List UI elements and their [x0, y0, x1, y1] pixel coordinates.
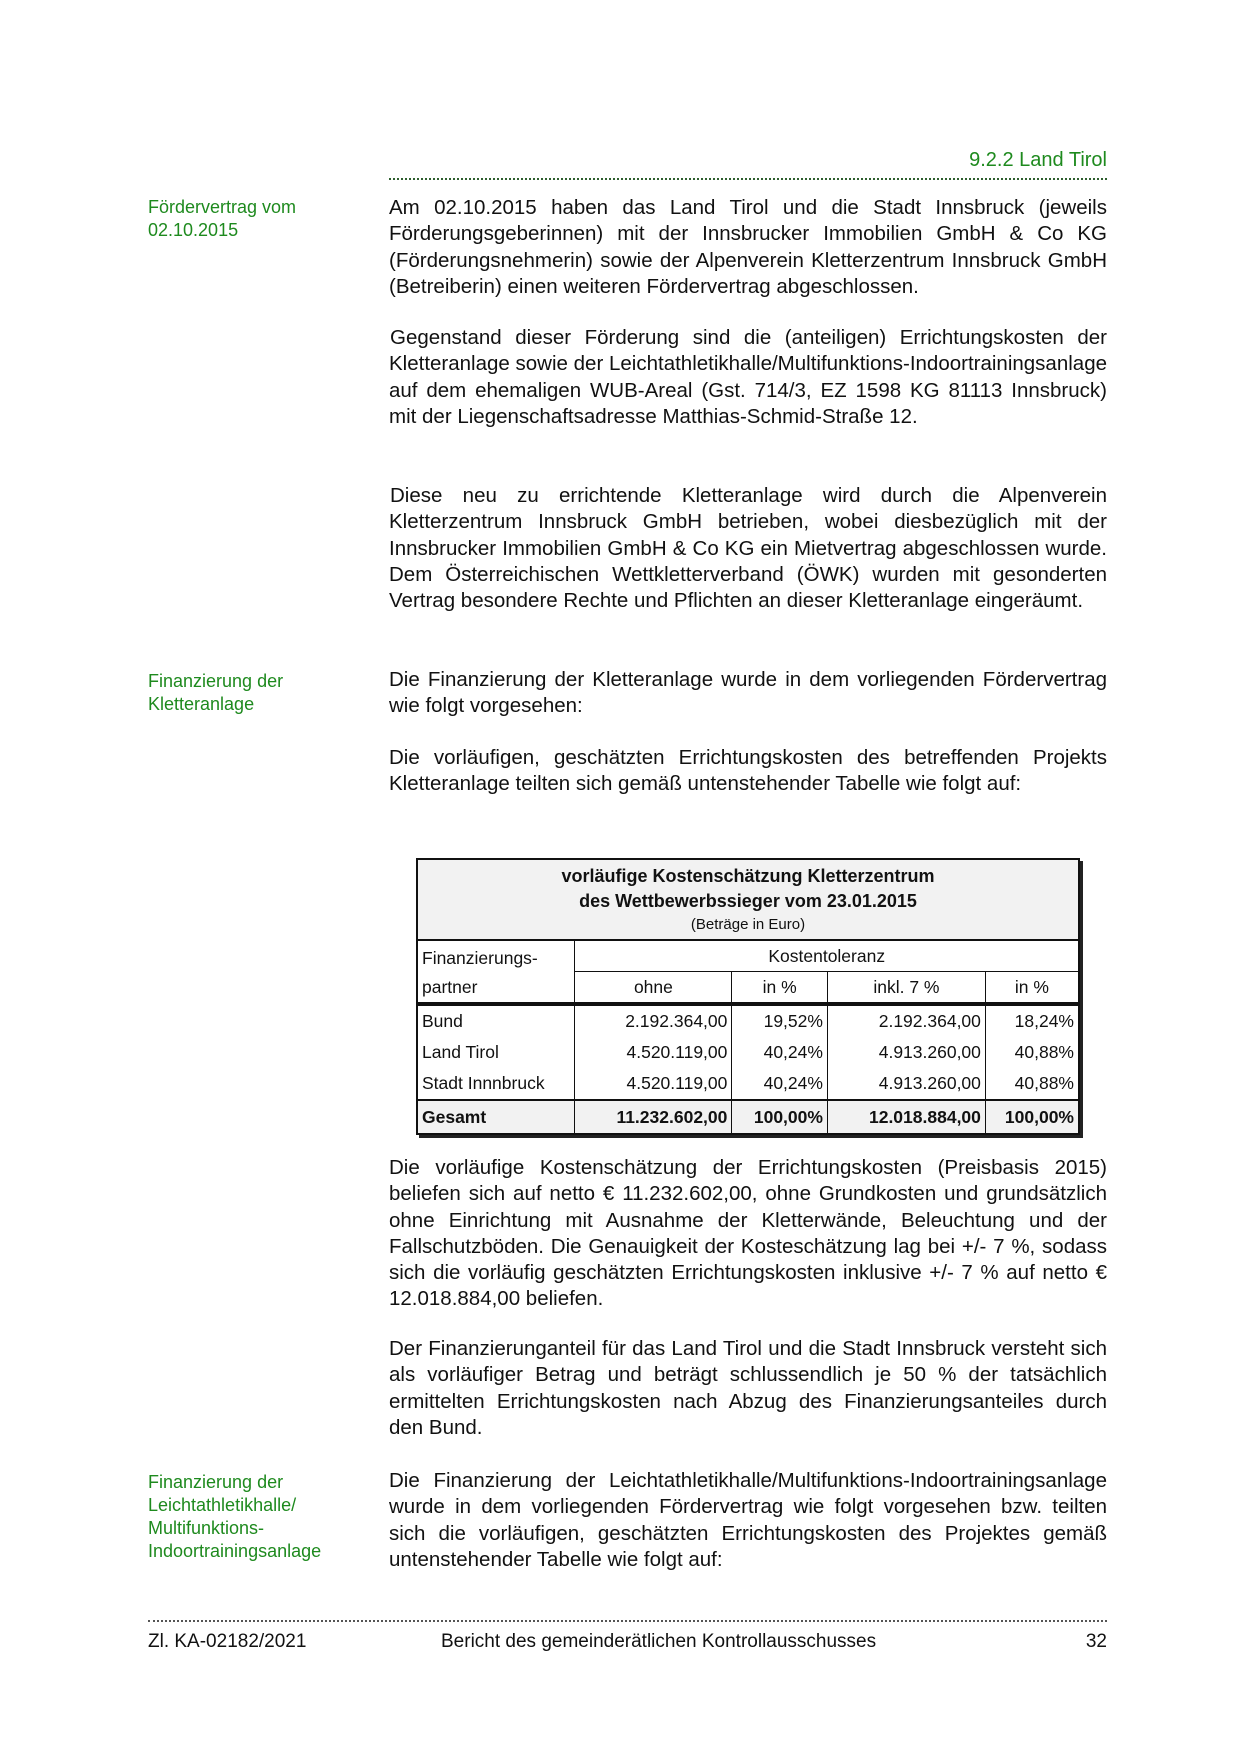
table-row: [417, 1068, 1079, 1100]
header-partner: [417, 940, 575, 1004]
paragraph-finanzierungsanteil: Der Finanzierunganteil für das Land Tirol und die Stadt Innsbruck versteht sich als vorläufiger Betrag und beträgt schlussendlich je 50 % der tatsächlich ermittelten Errichtungskosten nach Abzug des Finanzierungsanteiles durch den Bund.: [389, 1337, 1107, 1439]
cell-pct-inkl: 40,88%: [985, 1068, 1079, 1100]
footer-reference: Zl. KA-02182/2021: [148, 1631, 307, 1652]
header-partner-line2: partner: [422, 977, 478, 997]
margin-note-line: Indoortrainingsanlage: [148, 1541, 322, 1561]
margin-note-line: Fördervertrag vom: [148, 197, 297, 217]
paragraph-kostenschaetzung: Die vorläufige Kostenschätzung der Errichtungskosten (Preisbasis 2015) beliefen sich auf netto € 11.232.602,00, ohne Grundkosten und grundsätzlich ohne Einrichtung mit Ausnahme der Kletterwände, Beleuchtung und der Fallschutzböden. Die Genauigkeit der Kosteschätzung lag bei +/- 7 %, sodass sich die vorläufig geschätzten Errichtungskosten inklusive +/- 7 % auf netto € 12.018.884,00 beliefen.: [389, 1156, 1107, 1311]
margin-note-line: Finanzierung der: [148, 671, 284, 691]
margin-note-foerdervertrag: [148, 196, 358, 242]
cell-inkl: 4.913.260,00: [827, 1068, 985, 1100]
margin-note-line: Multifunktions-: [148, 1518, 265, 1538]
header-partner-line1: Finanzierungs-: [422, 948, 538, 968]
table-row: [417, 1004, 1079, 1037]
margin-note-finanzierung-leichtathletikhalle: [148, 1471, 358, 1563]
cell-ohne: 4.520.119,00: [575, 1068, 732, 1100]
paragraph-foerdervertrag: Am 02.10.2015 haben das Land Tirol und die Stadt Innsbruck (jeweils Förderungsgeberinnen) mit der Innsbrucker Immobilien GmbH & Co KG (Förderungsnehmerin) sowie der Alpenverein Kletterzentrum Innsbruck GmbH (Betreiberin) einen weiteren Fördervertrag abgeschlossen.: [389, 196, 1107, 298]
paragraph-errichtungskosten: Die vorläufigen, geschätzten Errichtungskosten des betreffenden Projekts Kletteranlage teilten sich gemäß untenstehender Tabelle wie folgt auf:: [389, 746, 1107, 796]
footer-title: Bericht des gemeinderätlichen Kontrollausschusses: [441, 1631, 877, 1652]
paragraph-betrieb: Diese neu zu errichtende Kletteranlage wird durch die Alpenverein Kletterzentrum Innsbruck GmbH betrieben, wobei diesbezüglich mit der Innsbrucker Immobilien GmbH & Co KG ein Mietvertrag abgeschlossen wurde. Dem Österreichischen Wettkletterverband (ÖWK) wurden mit gesonderten Vertrag besondere Rechte und Pflichten an dieser Kletteranlage eingeräumt.: [389, 484, 1107, 613]
margin-note-line: 02.10.2015: [148, 220, 239, 240]
header-ohne: ohne: [575, 972, 732, 1005]
cell-total-pct-ohne: 100,00%: [732, 1100, 828, 1134]
cell-inkl: 4.913.260,00: [827, 1037, 985, 1068]
cost-estimate-table: [416, 858, 1080, 1135]
page-number: 32: [1085, 1631, 1107, 1652]
cell-total-label: Gesamt: [417, 1100, 575, 1134]
cell-pct-ohne: 19,52%: [732, 1004, 828, 1037]
cell-pct-ohne: 40,24%: [732, 1068, 828, 1100]
table-title: [417, 859, 1079, 940]
margin-note-line: Finanzierung der: [148, 1472, 284, 1492]
cell-partner: Land Tirol: [422, 1042, 499, 1062]
table-row: [417, 1037, 1079, 1068]
table-subtitle: (Beträge in Euro): [690, 916, 806, 933]
footer-dotted-divider: [148, 1620, 1107, 1622]
paragraph-leichtathletikhalle: Die Finanzierung der Leichtathletikhalle/Multifunktions-Indoortrainingsanlage wurde in dem vorliegenden Fördervertrag wie folgt vorgesehen bzw. teilten sich die vorläufigen, geschätzten Errichtungskosten des Projektes gemäß untenstehender Tabelle wie folgt auf:: [389, 1469, 1107, 1571]
cell-total-inkl: 12.018.884,00: [827, 1100, 985, 1134]
margin-note-finanzierung-kletteranlage: [148, 670, 358, 716]
cell-partner: Bund: [422, 1011, 463, 1031]
paragraph-finanzierung-intro: Die Finanzierung der Kletteranlage wurde in dem vorliegenden Fördervertrag wie folgt vorgesehen:: [389, 668, 1107, 718]
margin-note-line: Leichtathletikhalle/: [148, 1495, 297, 1515]
cell-ohne: 2.192.364,00: [575, 1004, 732, 1037]
cell-partner: Stadt Innnbruck: [422, 1073, 545, 1093]
section-title: 9.2.2 Land Tirol: [969, 149, 1107, 171]
header-inkl: inkl. 7 %: [827, 972, 985, 1005]
table-total-row: [417, 1100, 1079, 1134]
cell-total-ohne: 11.232.602,00: [575, 1100, 732, 1134]
paragraph-gegenstand: Gegenstand dieser Förderung sind die (anteiligen) Errichtungskosten der Kletteranlage sowie der Leichtathletikhalle/Multifunktions-Indoortrainingsanlage auf dem ehemaligen WUB-Areal (Gst. 714/3, EZ 1598 KG 81113 Innsbruck) mit der Liegenschaftsadresse Matthias-Schmid-Straße 12.: [389, 326, 1107, 428]
cell-ohne: 4.520.119,00: [575, 1037, 732, 1068]
header-pct-inkl: in %: [985, 972, 1079, 1005]
cell-pct-inkl: 18,24%: [985, 1004, 1079, 1037]
header-pct-ohne: in %: [732, 972, 828, 1005]
header-dotted-divider: [389, 178, 1107, 180]
margin-note-line: Kletteranlage: [148, 694, 255, 714]
cell-inkl: 2.192.364,00: [827, 1004, 985, 1037]
header-kostentoleranz: Kostentoleranz: [575, 940, 1079, 972]
cell-pct-ohne: 40,24%: [732, 1037, 828, 1068]
cell-total-pct-inkl: 100,00%: [985, 1100, 1079, 1134]
page-header: [389, 148, 1107, 180]
cell-pct-inkl: 40,88%: [985, 1037, 1079, 1068]
table-title-line1: vorläufige Kostenschätzung Kletterzentrum: [561, 866, 935, 886]
table-title-line2: des Wettbewerbssieger vom 23.01.2015: [579, 891, 917, 911]
